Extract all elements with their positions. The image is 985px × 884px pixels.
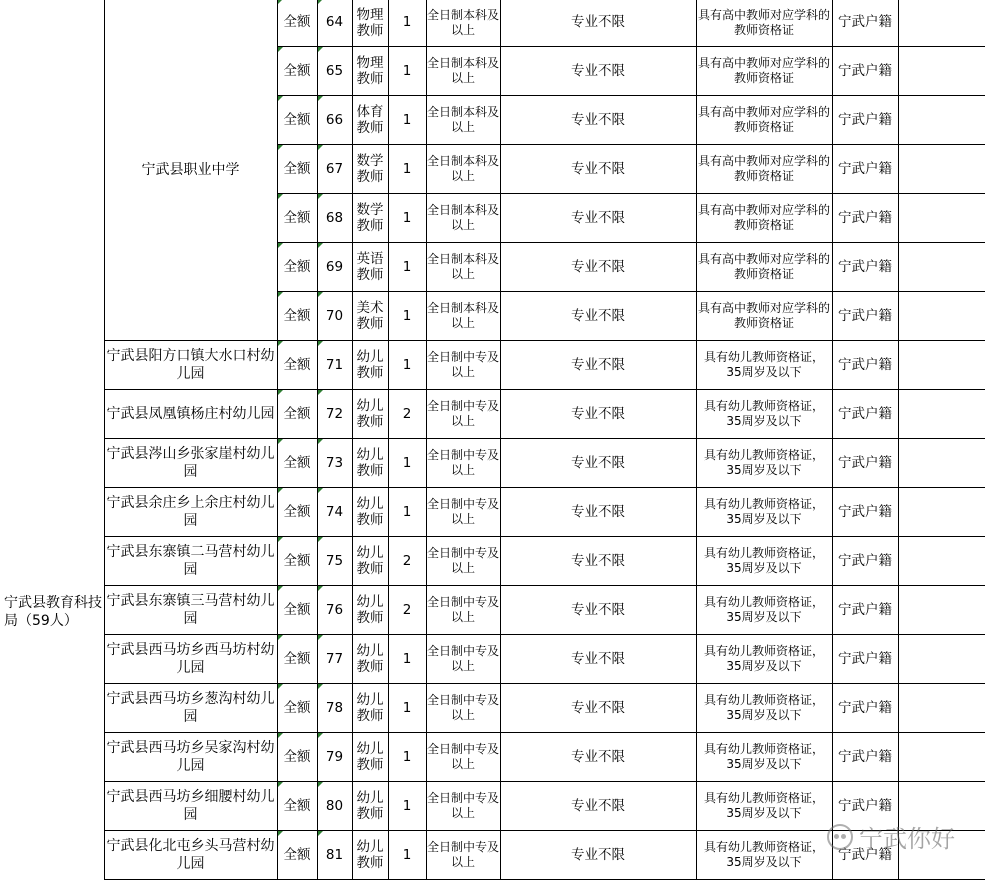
major-cell: 专业不限 [500, 782, 696, 831]
position-cell: 体育教师 [352, 96, 388, 145]
funding-text: 全额 [283, 748, 311, 765]
funding-cell [277, 390, 317, 439]
cell-marker-icon [318, 194, 323, 199]
cell-marker-icon [318, 390, 323, 395]
funding-text: 全额 [283, 111, 311, 128]
empty-cell [898, 488, 985, 537]
unit-cell: 宁武县化北屯乡头马营村幼儿园 [104, 831, 277, 880]
unit-cell: 宁武县东寨镇二马营村幼儿园 [104, 537, 277, 586]
code-cell [317, 292, 352, 341]
count-cell: 1 [388, 292, 426, 341]
major-cell: 专业不限 [500, 733, 696, 782]
code-text: 66 [325, 111, 344, 128]
empty-cell [898, 782, 985, 831]
residence-cell: 宁武户籍 [832, 145, 898, 194]
position-cell: 幼儿教师 [352, 684, 388, 733]
code-text: 76 [325, 601, 344, 618]
position-cell: 幼儿教师 [352, 537, 388, 586]
empty-cell [898, 145, 985, 194]
major-cell: 专业不限 [500, 145, 696, 194]
education-cell: 全日制中专及以上 [426, 439, 500, 488]
empty-cell [898, 635, 985, 684]
table-row [0, 390, 985, 439]
table-row [0, 586, 985, 635]
major-cell: 专业不限 [500, 390, 696, 439]
funding-cell [277, 782, 317, 831]
count-cell: 1 [388, 733, 426, 782]
cell-marker-icon [278, 488, 283, 493]
code-cell [317, 0, 352, 47]
code-text: 64 [325, 14, 344, 30]
code-text: 67 [325, 160, 344, 177]
cell-marker-icon [278, 831, 283, 836]
cell-marker-icon [318, 439, 323, 444]
count-cell: 1 [388, 96, 426, 145]
funding-text: 全额 [283, 699, 311, 716]
education-cell: 全日制中专及以上 [426, 635, 500, 684]
qualification-cell: 具有高中教师对应学科的教师资格证 [696, 194, 832, 243]
funding-cell [277, 439, 317, 488]
education-cell: 全日制中专及以上 [426, 782, 500, 831]
qualification-cell: 具有幼儿教师资格证，35周岁及以下 [696, 684, 832, 733]
empty-cell [898, 0, 985, 47]
funding-cell [277, 684, 317, 733]
count-cell: 2 [388, 537, 426, 586]
funding-text: 全额 [283, 307, 311, 324]
cell-marker-icon [278, 145, 283, 150]
education-cell: 全日制中专及以上 [426, 733, 500, 782]
residence-cell: 宁武户籍 [832, 96, 898, 145]
education-cell: 全日制中专及以上 [426, 390, 500, 439]
education-cell: 全日制中专及以上 [426, 684, 500, 733]
education-cell: 全日制中专及以上 [426, 488, 500, 537]
code-text: 65 [325, 62, 344, 79]
funding-text: 全额 [283, 601, 311, 618]
funding-text: 全额 [283, 209, 311, 226]
table-row [0, 684, 985, 733]
unit-cell: 宁武县涔山乡张家崖村幼儿园 [104, 439, 277, 488]
department-cell: 宁武县教育科技局（59人） [0, 0, 104, 880]
position-cell: 幼儿教师 [352, 782, 388, 831]
empty-cell [898, 586, 985, 635]
major-cell: 专业不限 [500, 684, 696, 733]
code-text: 77 [325, 650, 344, 667]
code-cell [317, 96, 352, 145]
position-cell: 幼儿教师 [352, 586, 388, 635]
qualification-cell: 具有幼儿教师资格证，35周岁及以下 [696, 390, 832, 439]
unit-cell: 宁武县西马坊乡西马坊村幼儿园 [104, 635, 277, 684]
residence-cell: 宁武户籍 [832, 537, 898, 586]
cell-marker-icon [278, 586, 283, 591]
residence-cell: 宁武户籍 [832, 439, 898, 488]
watermark-text: 宁武你好 [859, 825, 955, 853]
table-row [0, 439, 985, 488]
funding-text: 全额 [283, 650, 311, 667]
education-cell: 全日制本科及以上 [426, 145, 500, 194]
qualification-cell: 具有幼儿教师资格证，35周岁及以下 [696, 537, 832, 586]
education-cell: 全日制中专及以上 [426, 831, 500, 880]
unit-cell: 宁武县东寨镇三马营村幼儿园 [104, 586, 277, 635]
unit-cell: 宁武县余庄乡上余庄村幼儿园 [104, 488, 277, 537]
funding-text: 全额 [283, 405, 311, 422]
education-cell: 全日制本科及以上 [426, 194, 500, 243]
major-cell: 专业不限 [500, 488, 696, 537]
funding-cell [277, 831, 317, 880]
residence-cell: 宁武户籍 [832, 243, 898, 292]
residence-cell: 宁武户籍 [832, 684, 898, 733]
code-text: 74 [325, 503, 344, 520]
qualification-cell: 具有幼儿教师资格证，35周岁及以下 [696, 635, 832, 684]
residence-cell: 宁武户籍 [832, 488, 898, 537]
position-cell: 幼儿教师 [352, 390, 388, 439]
empty-cell [898, 831, 985, 880]
cell-marker-icon [278, 439, 283, 444]
funding-text: 全额 [283, 503, 311, 520]
cell-marker-icon [278, 0, 283, 4]
major-cell: 专业不限 [500, 47, 696, 96]
cell-marker-icon [318, 684, 323, 689]
funding-cell [277, 243, 317, 292]
major-cell: 专业不限 [500, 635, 696, 684]
cell-marker-icon [278, 243, 283, 248]
code-cell [317, 537, 352, 586]
qualification-cell: 具有高中教师对应学科的教师资格证 [696, 243, 832, 292]
cell-marker-icon [278, 96, 283, 101]
table-row [0, 488, 985, 537]
funding-text: 全额 [283, 846, 311, 863]
major-cell: 专业不限 [500, 341, 696, 390]
funding-cell [277, 194, 317, 243]
position-cell: 物理教师 [352, 47, 388, 96]
position-cell: 英语教师 [352, 243, 388, 292]
code-cell [317, 733, 352, 782]
qualification-cell: 具有幼儿教师资格证，35周岁及以下 [696, 439, 832, 488]
position-cell: 物理教师 [352, 0, 388, 47]
cell-marker-icon [318, 243, 323, 248]
major-cell: 专业不限 [500, 0, 696, 47]
education-cell: 全日制本科及以上 [426, 96, 500, 145]
residence-cell: 宁武户籍 [832, 292, 898, 341]
code-text: 81 [325, 846, 344, 863]
qualification-cell: 具有幼儿教师资格证，35周岁及以下 [696, 341, 832, 390]
empty-cell [898, 194, 985, 243]
table-row [0, 537, 985, 586]
qualification-cell: 具有高中教师对应学科的教师资格证 [696, 0, 832, 47]
count-cell: 1 [388, 243, 426, 292]
funding-text: 全额 [283, 797, 311, 814]
cell-marker-icon [318, 733, 323, 738]
qualification-cell: 具有高中教师对应学科的教师资格证 [696, 96, 832, 145]
cell-marker-icon [318, 341, 323, 346]
cell-marker-icon [318, 831, 323, 836]
cell-marker-icon [278, 292, 283, 297]
code-text: 72 [325, 405, 344, 422]
qualification-cell: 具有高中教师对应学科的教师资格证 [696, 47, 832, 96]
table-row [0, 733, 985, 782]
empty-cell [898, 341, 985, 390]
code-cell [317, 831, 352, 880]
qualification-cell: 具有幼儿教师资格证，35周岁及以下 [696, 488, 832, 537]
unit-cell: 宁武县职业中学 [104, 0, 277, 341]
education-cell: 全日制中专及以上 [426, 586, 500, 635]
funding-cell [277, 145, 317, 194]
code-text: 78 [325, 699, 344, 716]
unit-cell: 宁武县阳方口镇大水口村幼儿园 [104, 341, 277, 390]
code-cell [317, 390, 352, 439]
position-cell: 数学教师 [352, 145, 388, 194]
code-text: 70 [325, 307, 344, 324]
table-row [0, 831, 985, 880]
table-row [0, 782, 985, 831]
cell-marker-icon [318, 586, 323, 591]
table-row [0, 341, 985, 390]
funding-text: 全额 [283, 356, 311, 373]
education-cell: 全日制本科及以上 [426, 47, 500, 96]
major-cell: 专业不限 [500, 439, 696, 488]
cell-marker-icon [318, 537, 323, 542]
cell-marker-icon [278, 341, 283, 346]
residence-cell: 宁武户籍 [832, 390, 898, 439]
position-cell: 幼儿教师 [352, 341, 388, 390]
education-cell: 全日制本科及以上 [426, 292, 500, 341]
qualification-cell: 具有幼儿教师资格证，35周岁及以下 [696, 733, 832, 782]
empty-cell [898, 733, 985, 782]
count-cell: 1 [388, 831, 426, 880]
funding-text: 全额 [283, 160, 311, 177]
count-cell: 1 [388, 145, 426, 194]
cell-marker-icon [278, 47, 283, 52]
code-text: 69 [325, 258, 344, 275]
funding-cell [277, 96, 317, 145]
funding-cell [277, 292, 317, 341]
code-cell [317, 488, 352, 537]
table-row [0, 635, 985, 684]
residence-cell: 宁武户籍 [832, 341, 898, 390]
cell-marker-icon [278, 390, 283, 395]
qualification-cell: 具有高中教师对应学科的教师资格证 [696, 292, 832, 341]
code-text: 71 [325, 356, 344, 373]
funding-cell [277, 733, 317, 782]
cell-marker-icon [318, 0, 323, 4]
code-text: 79 [325, 748, 344, 765]
funding-cell [277, 635, 317, 684]
count-cell: 1 [388, 684, 426, 733]
empty-cell [898, 439, 985, 488]
count-cell: 1 [388, 0, 426, 47]
residence-cell: 宁武户籍 [832, 586, 898, 635]
position-cell: 数学教师 [352, 194, 388, 243]
count-cell: 1 [388, 439, 426, 488]
funding-text: 全额 [283, 14, 311, 30]
cell-marker-icon [318, 145, 323, 150]
residence-cell: 宁武户籍 [832, 0, 898, 47]
funding-text: 全额 [283, 454, 311, 471]
education-cell: 全日制本科及以上 [426, 243, 500, 292]
empty-cell [898, 96, 985, 145]
cell-marker-icon [278, 194, 283, 199]
empty-cell [898, 390, 985, 439]
code-cell [317, 194, 352, 243]
cell-marker-icon [278, 537, 283, 542]
empty-cell [898, 537, 985, 586]
residence-cell: 宁武户籍 [832, 635, 898, 684]
cell-marker-icon [278, 684, 283, 689]
code-cell [317, 47, 352, 96]
table-row [0, 0, 985, 47]
funding-cell [277, 47, 317, 96]
count-cell: 1 [388, 782, 426, 831]
code-cell [317, 684, 352, 733]
code-cell [317, 782, 352, 831]
code-cell [317, 586, 352, 635]
count-cell: 1 [388, 47, 426, 96]
funding-cell [277, 341, 317, 390]
residence-cell: 宁武户籍 [832, 782, 898, 831]
major-cell: 专业不限 [500, 831, 696, 880]
unit-cell: 宁武县西马坊乡吴家沟村幼儿园 [104, 733, 277, 782]
funding-text: 全额 [283, 258, 311, 275]
count-cell: 2 [388, 390, 426, 439]
funding-cell [277, 0, 317, 47]
code-text: 68 [325, 209, 344, 226]
residence-cell: 宁武户籍 [832, 831, 898, 880]
cell-marker-icon [318, 47, 323, 52]
count-cell: 2 [388, 586, 426, 635]
code-cell [317, 243, 352, 292]
cell-marker-icon [278, 733, 283, 738]
position-cell: 美术教师 [352, 292, 388, 341]
code-cell [317, 341, 352, 390]
empty-cell [898, 47, 985, 96]
qualification-cell: 具有高中教师对应学科的教师资格证 [696, 145, 832, 194]
qualification-cell: 具有幼儿教师资格证，35周岁及以下 [696, 831, 832, 880]
empty-cell [898, 243, 985, 292]
residence-cell: 宁武户籍 [832, 194, 898, 243]
empty-cell [898, 292, 985, 341]
cell-marker-icon [318, 96, 323, 101]
residence-cell: 宁武户籍 [832, 733, 898, 782]
position-cell: 幼儿教师 [352, 635, 388, 684]
position-cell: 幼儿教师 [352, 831, 388, 880]
cell-marker-icon [318, 635, 323, 640]
funding-text: 全额 [283, 62, 311, 79]
code-text: 80 [325, 797, 344, 814]
major-cell: 专业不限 [500, 243, 696, 292]
count-cell: 1 [388, 488, 426, 537]
education-cell: 全日制中专及以上 [426, 341, 500, 390]
cell-marker-icon [318, 488, 323, 493]
unit-cell: 宁武县西马坊乡细腰村幼儿园 [104, 782, 277, 831]
funding-cell [277, 537, 317, 586]
cell-marker-icon [278, 635, 283, 640]
position-cell: 幼儿教师 [352, 439, 388, 488]
funding-cell [277, 488, 317, 537]
major-cell: 专业不限 [500, 292, 696, 341]
funding-text: 全额 [283, 552, 311, 569]
code-text: 75 [325, 552, 344, 569]
cell-marker-icon [278, 782, 283, 787]
major-cell: 专业不限 [500, 586, 696, 635]
funding-cell [277, 586, 317, 635]
major-cell: 专业不限 [500, 537, 696, 586]
code-text: 73 [325, 454, 344, 471]
major-cell: 专业不限 [500, 194, 696, 243]
education-cell: 全日制本科及以上 [426, 0, 500, 47]
qualification-cell: 具有幼儿教师资格证，35周岁及以下 [696, 782, 832, 831]
major-cell: 专业不限 [500, 96, 696, 145]
residence-cell: 宁武户籍 [832, 47, 898, 96]
qualification-cell: 具有幼儿教师资格证，35周岁及以下 [696, 586, 832, 635]
unit-cell: 宁武县西马坊乡葱沟村幼儿园 [104, 684, 277, 733]
count-cell: 1 [388, 635, 426, 684]
code-cell [317, 145, 352, 194]
cell-marker-icon [318, 782, 323, 787]
education-cell: 全日制中专及以上 [426, 537, 500, 586]
position-cell: 幼儿教师 [352, 488, 388, 537]
code-cell [317, 439, 352, 488]
unit-cell: 宁武县凤凰镇杨庄村幼儿园 [104, 390, 277, 439]
code-cell [317, 635, 352, 684]
count-cell: 1 [388, 341, 426, 390]
count-cell: 1 [388, 194, 426, 243]
position-cell: 幼儿教师 [352, 733, 388, 782]
empty-cell [898, 684, 985, 733]
cell-marker-icon [318, 292, 323, 297]
